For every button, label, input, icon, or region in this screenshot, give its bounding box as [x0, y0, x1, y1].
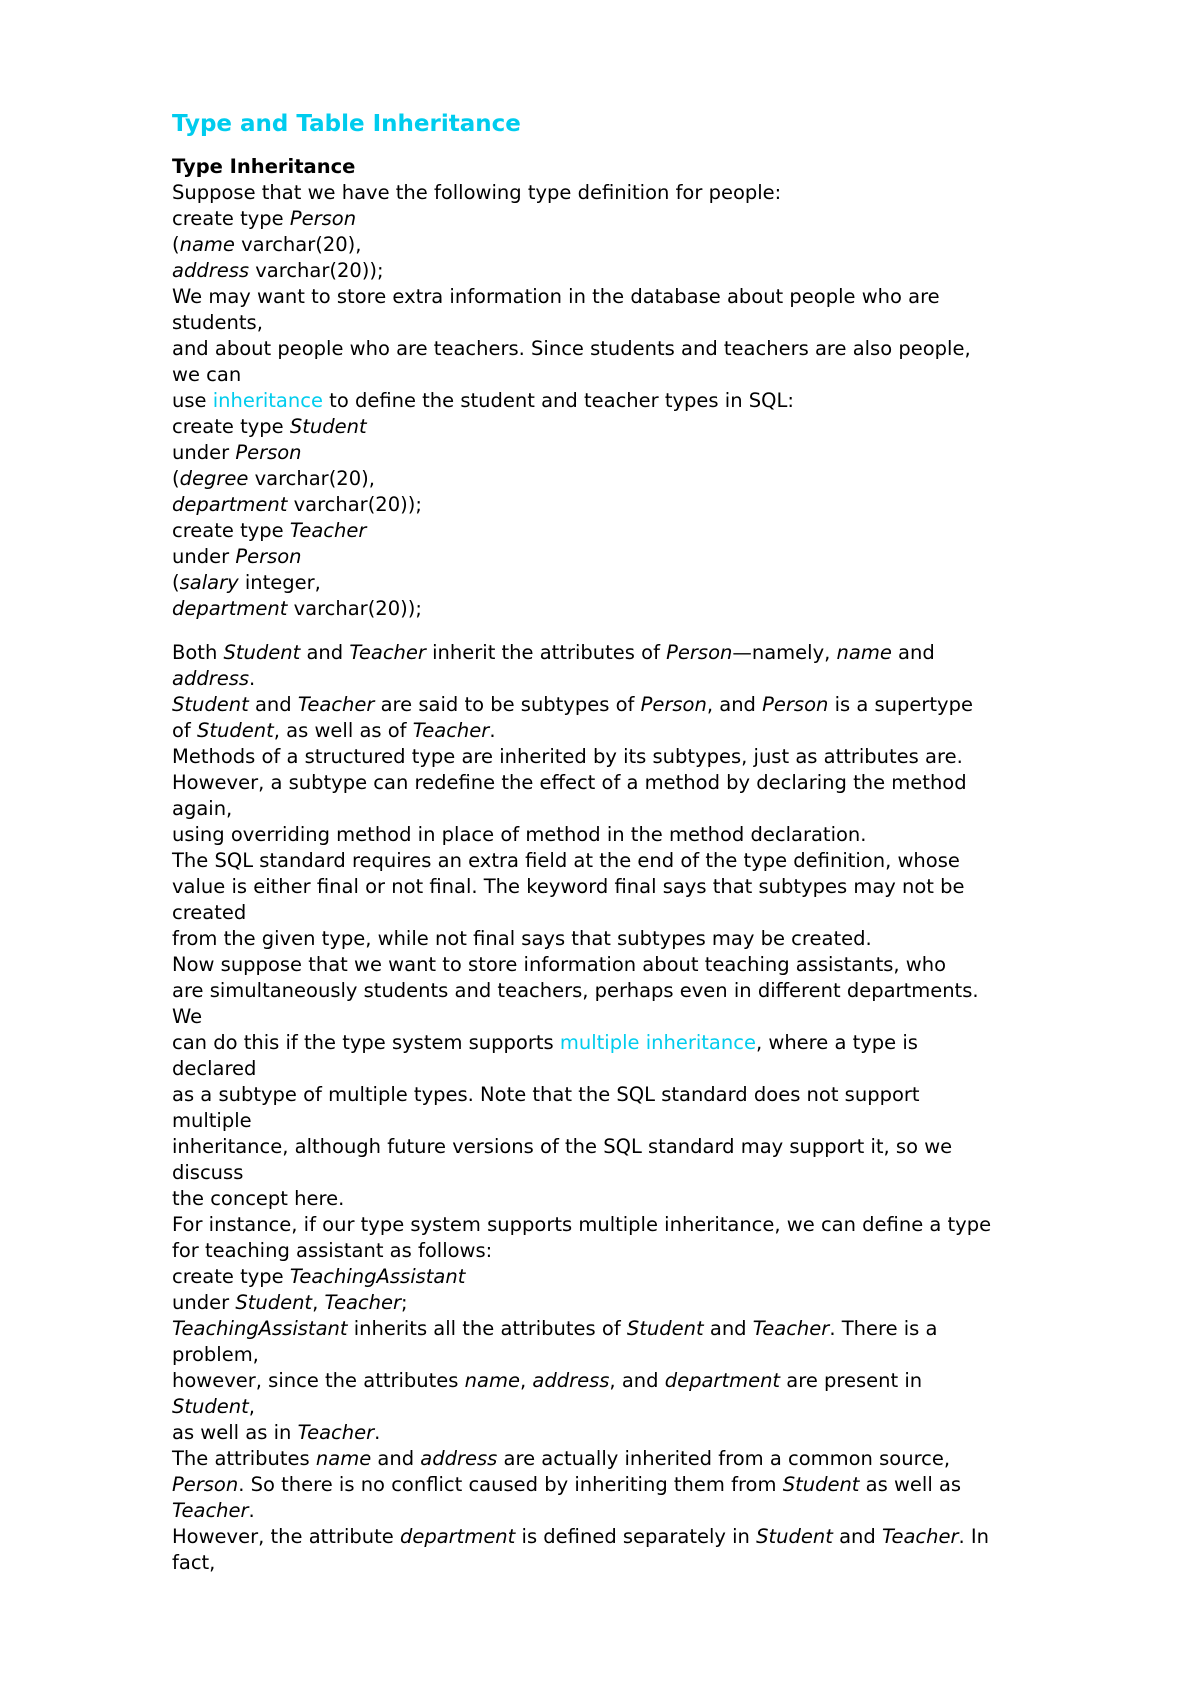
italic-term: Person [640, 693, 707, 716]
italic-term: address [532, 1369, 610, 1392]
text-span: , and [706, 693, 763, 716]
text-line [172, 466, 1132, 492]
italic-term: Student [626, 1317, 704, 1340]
text-span: is a supertype [828, 693, 973, 716]
text-span: , and [609, 1369, 665, 1392]
text-span: However, the attribute [172, 1525, 400, 1548]
italic-term: Teacher [881, 1525, 959, 1548]
text-line [172, 1030, 1132, 1056]
text-line [172, 206, 1132, 232]
text-span: inheritance, although future versions of the SQL standard may support it, so we [172, 1135, 953, 1158]
text-span: using overriding method in place of method in the method declaration. [172, 823, 867, 846]
text-line [172, 1472, 1132, 1498]
italic-term: department [664, 1369, 781, 1392]
text-span: can do this if the type system supports [172, 1031, 560, 1054]
text-line [172, 692, 1132, 718]
italic-term: Person [289, 207, 357, 230]
text-span: . [489, 719, 496, 742]
text-line [172, 744, 1132, 770]
text-line [172, 258, 1132, 284]
text-line [172, 1004, 1132, 1030]
text-span: and [832, 1525, 882, 1548]
text-line [172, 900, 1132, 926]
glossary-link[interactable]: inheritance [212, 389, 323, 412]
text-span: varchar(20), [248, 467, 375, 490]
text-span: to define the student and teacher types in SQL: [322, 389, 794, 412]
italic-term: Teacher [752, 1317, 830, 1340]
text-span: and about people who are teachers. Since students and teachers are also people, [172, 337, 971, 360]
text-line [172, 1108, 1132, 1134]
text-span: We [172, 1005, 203, 1028]
text-line [172, 1264, 1132, 1290]
text-line [172, 1212, 1132, 1238]
text-line [172, 1186, 1132, 1212]
text-span: students, [172, 311, 263, 334]
text-span: as a subtype of multiple types. Note that the SQL standard does not support [172, 1083, 920, 1106]
text-line [172, 770, 1132, 796]
text-line [172, 440, 1132, 466]
text-span: , as well as of [273, 719, 413, 742]
text-span: varchar(20), [234, 233, 362, 256]
text-span: and [703, 1317, 753, 1340]
text-line [172, 414, 1132, 440]
text-line [172, 284, 1132, 310]
italic-term: Student [235, 1291, 313, 1314]
italic-term: Teacher [289, 519, 367, 542]
text-span: varchar(20)); [249, 259, 384, 282]
text-span: . [248, 1499, 255, 1522]
italic-term: Teacher [172, 1499, 249, 1522]
text-line [172, 1056, 1132, 1082]
text-line [172, 640, 1132, 666]
text-line [172, 570, 1132, 596]
text-span: ( [172, 467, 180, 490]
italic-term: Teacher [412, 719, 490, 742]
text-line [172, 848, 1132, 874]
text-line [172, 1342, 1132, 1368]
italic-term: address [420, 1447, 498, 1470]
italic-term: Student [197, 719, 274, 742]
text-span: Suppose that we have the following type definition for people: [172, 181, 782, 204]
text-line [172, 1524, 1132, 1550]
text-line [172, 544, 1132, 570]
text-line [172, 874, 1132, 900]
text-span: under [172, 1291, 236, 1314]
text-span: inherit the attributes of [425, 641, 667, 664]
text-line [172, 1550, 1132, 1576]
italic-term: Student [782, 1473, 860, 1496]
text-span: fact, [172, 1551, 216, 1574]
text-line [172, 310, 1132, 336]
text-span: Now suppose that we want to store information about teaching assistants, who [172, 953, 947, 976]
text-line [172, 1082, 1132, 1108]
italic-term: name [464, 1369, 520, 1392]
text-span: problem, [172, 1343, 259, 1366]
text-span: and [891, 641, 935, 664]
text-line [172, 362, 1132, 388]
text-span: create type [172, 1265, 290, 1288]
text-line [172, 232, 1132, 258]
text-span: The SQL standard requires an extra field at the end of the type definition, whose [172, 849, 960, 872]
italic-term: Person [235, 545, 302, 568]
italic-term: Student [223, 641, 301, 664]
text-line [172, 1316, 1132, 1342]
italic-term: address [172, 667, 250, 690]
text-line [172, 1446, 1132, 1472]
italic-term: salary [179, 571, 239, 594]
italic-term: Student [289, 415, 367, 438]
text-span: ; [401, 1291, 408, 1314]
text-span: are present in [780, 1369, 923, 1392]
text-span: from the given type, while not final says that subtypes may be created. [172, 927, 872, 950]
text-span: ( [172, 233, 180, 256]
italic-term: Student [172, 1395, 249, 1418]
text-span: Methods of a structured type are inherited by its subtypes, just as attributes are. [172, 745, 963, 768]
text-line [172, 1498, 1132, 1524]
italic-term: Person [762, 693, 829, 716]
text-span: however, since the attributes [172, 1369, 465, 1392]
text-span: as well as [859, 1473, 962, 1496]
text-line [172, 336, 1132, 362]
text-span: varchar(20)); [287, 493, 422, 516]
text-span: discuss [172, 1161, 244, 1184]
text-span: are simultaneously students and teachers, perhaps even in different departments. [172, 979, 979, 1002]
text-span: However, a subtype can redefine the effect of a method by declaring the method [172, 771, 967, 794]
text-span: value is either final or not final. The keyword final says that subtypes may not be [172, 875, 965, 898]
text-span: We may want to store extra information in the database about people who are [172, 285, 940, 308]
text-span: Both [172, 641, 224, 664]
text-span: for teaching assistant as follows: [172, 1239, 493, 1262]
text-line [172, 796, 1132, 822]
text-span: . [249, 667, 256, 690]
italic-term: Teacher [297, 693, 375, 716]
text-span: we can [172, 363, 242, 386]
italic-term: name [836, 641, 892, 664]
text-span: declared [172, 1057, 257, 1080]
section-heading: Type Inheritance [172, 155, 356, 178]
text-line [172, 180, 1132, 206]
text-span: ( [172, 571, 180, 594]
text-span: . There is a [829, 1317, 938, 1340]
text-span: varchar(20)); [287, 597, 422, 620]
text-line [172, 1134, 1132, 1160]
text-span: create type [172, 415, 290, 438]
text-span: are actually inherited from a common source, [497, 1447, 951, 1470]
text-span: —namely, [732, 641, 837, 664]
text-line [172, 1238, 1132, 1264]
text-span: create type [172, 207, 290, 230]
text-span: . In [958, 1525, 990, 1548]
text-span: and [300, 641, 350, 664]
italic-term: Teacher [324, 1291, 402, 1314]
text-line [172, 952, 1132, 978]
text-span: as well as in [172, 1421, 298, 1444]
text-line [172, 492, 1132, 518]
document-body [172, 110, 1132, 1576]
text-line [172, 718, 1132, 744]
text-line [172, 596, 1132, 622]
text-span: For instance, if our type system supports multiple inheritance, we can define a type [172, 1213, 992, 1236]
italic-term: Student [172, 693, 249, 716]
text-line [172, 1420, 1132, 1446]
text-line [172, 1160, 1132, 1186]
text-span: , [248, 1395, 255, 1418]
text-span: under [172, 545, 236, 568]
text-line [172, 926, 1132, 952]
text-span: of [172, 719, 197, 742]
text-span: multiple [172, 1109, 252, 1132]
text-span: . [374, 1421, 381, 1444]
italic-term: name [179, 233, 235, 256]
text-span: the concept here. [172, 1187, 345, 1210]
italic-term: Student [756, 1525, 833, 1548]
italic-term: Person [666, 641, 733, 664]
italic-term: department [172, 493, 288, 516]
text-span: . So there is no conflict caused by inheriting them from [238, 1473, 783, 1496]
text-line [172, 1394, 1132, 1420]
body-text [172, 180, 1132, 1576]
italic-term: department [399, 1525, 516, 1548]
italic-term: department [172, 597, 288, 620]
italic-term: degree [179, 467, 249, 490]
text-span: , [312, 1291, 325, 1314]
text-span: , where a type is [755, 1031, 918, 1054]
text-span: use [172, 389, 213, 412]
glossary-link[interactable]: multiple inheritance [559, 1031, 756, 1054]
italic-term: Teacher [349, 641, 426, 664]
italic-term: address [172, 259, 250, 282]
document-title: Type and Table Inheritance [172, 111, 521, 137]
text-span: The attributes [172, 1447, 316, 1470]
text-span: and [248, 693, 298, 716]
italic-term: Person [235, 441, 302, 464]
italic-term: name [315, 1447, 372, 1470]
text-span: inherits all the attributes of [347, 1317, 627, 1340]
text-span: are said to be subtypes of [374, 693, 641, 716]
paragraph-gap [172, 622, 1132, 640]
text-span: and [371, 1447, 421, 1470]
italic-term: TeachingAssistant [289, 1265, 466, 1288]
text-span: create type [172, 519, 290, 542]
italic-term: Teacher [297, 1421, 375, 1444]
text-span: is defined separately in [515, 1525, 757, 1548]
text-line [172, 822, 1132, 848]
text-span: created [172, 901, 247, 924]
text-line [172, 978, 1132, 1004]
text-span: , [519, 1369, 533, 1392]
text-line [172, 666, 1132, 692]
italic-term: TeachingAssistant [172, 1317, 348, 1340]
text-line [172, 1368, 1132, 1394]
text-line [172, 388, 1132, 414]
text-span: under [172, 441, 236, 464]
text-line [172, 518, 1132, 544]
text-span: integer, [238, 571, 321, 594]
text-span: again, [172, 797, 233, 820]
italic-term: Person [172, 1473, 239, 1496]
text-line [172, 1290, 1132, 1316]
